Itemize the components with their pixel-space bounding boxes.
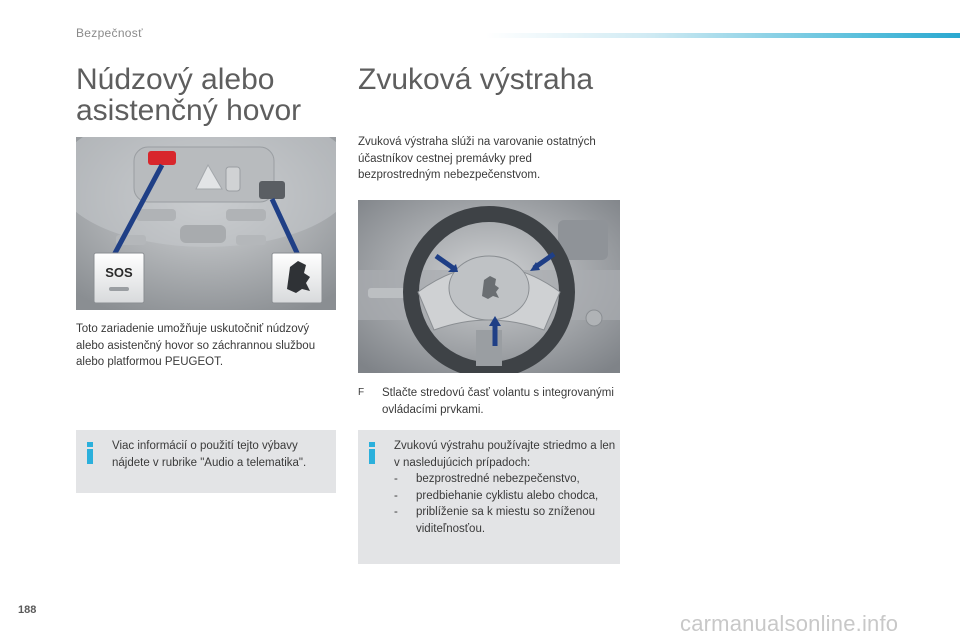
- sos-buttons-photo: [76, 137, 336, 310]
- list-item: - predbiehanie cyklistu alebo chodca,: [394, 489, 599, 502]
- list-item: - priblíženie sa k miestu so zníženou viditeľnosťou.: [394, 506, 595, 535]
- list-item: - bezprostredné nebezpečenstvo,: [394, 473, 580, 485]
- info-box-left: [76, 430, 336, 493]
- header-accent-bar: [486, 33, 960, 38]
- sos-label: SOS: [105, 265, 133, 280]
- page-number: 188: [18, 604, 37, 616]
- steering-wheel-photo: [358, 200, 620, 373]
- sos-red-button: [148, 151, 176, 165]
- steering-wheel-illustration: [358, 200, 620, 373]
- section-label: Bezpečnosť: [76, 26, 143, 40]
- info-text-left: Viac informácií o použití tejto výbavy nájdete v rubrike "Audio a telematika".: [112, 440, 307, 469]
- info-list: [394, 471, 616, 537]
- bullet-marker: F: [358, 387, 365, 398]
- right-title: Zvuková výstraha: [358, 63, 594, 96]
- instruction-bullet: [358, 385, 620, 418]
- left-paragraph: Toto zariadenie umožňuje uskutočniť núdzový alebo asistenčný hovor so záchrannou službou alebo platformou PEUGEOT.: [76, 323, 316, 368]
- right-paragraph: Zvuková výstraha slúži na varovanie ostatných účastníkov cestnej premávky pred bezprostredným nebezpečenstvom.: [358, 136, 596, 181]
- info-icon: [367, 442, 377, 464]
- watermark: carmanualsonline.info: [680, 611, 899, 636]
- sos-buttons-illustration: [76, 137, 336, 310]
- info-box-right: [358, 430, 620, 564]
- info-icon: [85, 442, 95, 464]
- info-text-right: [394, 438, 616, 537]
- info-intro: Zvukovú výstrahu používajte striedmo a len v nasledujúcich prípadoch:: [394, 440, 616, 469]
- left-title: Núdzový alebo asistenčný hovor: [76, 63, 302, 127]
- bullet-text: Stlačte stredovú časť volantu s integrovanými ovládacími prvkami.: [382, 387, 614, 416]
